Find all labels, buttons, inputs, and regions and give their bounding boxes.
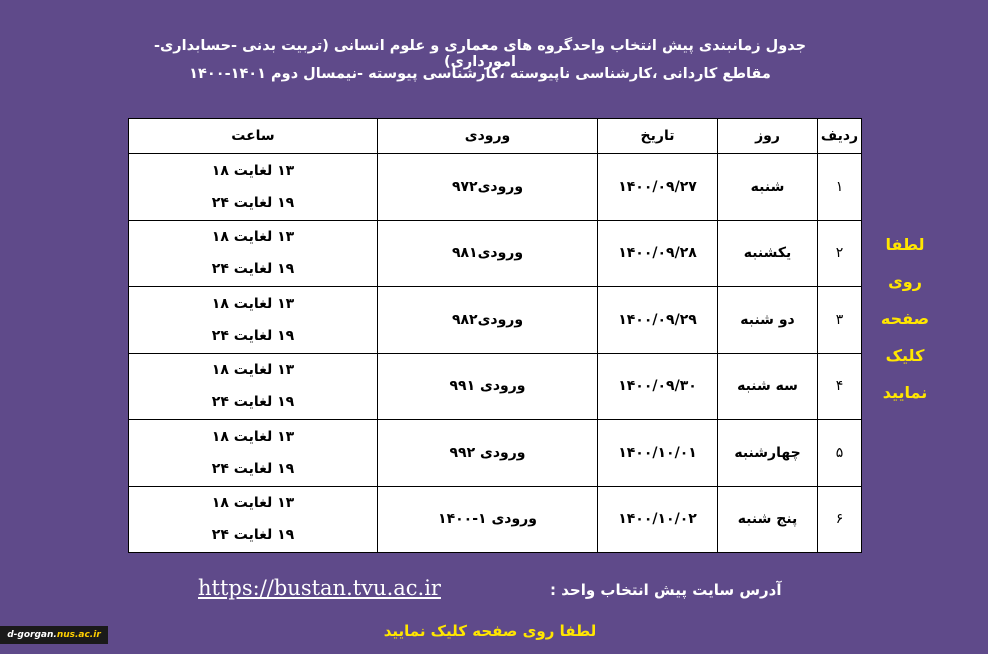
row-number: ۳ [818,287,862,354]
row-entry: ورودی ۹۹۱ [378,353,598,420]
row-date: ۱۴۰۰/۰۹/۲۸ [598,220,718,287]
address-label: آدرس سایت پیش انتخاب واحد : [550,581,782,599]
header-row-number: ردیف [818,119,862,154]
hour-range: ۱۹ لغایت ۲۴ [211,261,295,278]
header-date: تاریخ [598,119,718,154]
logo-text: d-gorgan. [7,630,57,640]
logo-accent: nus.ac.ir [56,630,101,640]
click-note[interactable]: لطفا روی صفحه کلیک نمایید [383,622,597,640]
row-date: ۱۴۰۰/۰۹/۳۰ [598,353,718,420]
header-entry: ورودی [378,119,598,154]
hour-range: ۱۹ لغایت ۲۴ [211,527,295,544]
hour-range: ۱۹ لغایت ۲۴ [211,394,295,411]
row-entry: ورودی ۹۹۲ [378,420,598,487]
side-note-word[interactable]: لطفا [885,235,925,254]
row-day: دو شنبه [718,287,818,354]
row-day: چهارشنبه [718,420,818,487]
row-day: یکشنبه [718,220,818,287]
page-title: جدول زمانبندی پیش انتخاب واحدگروه های معماری و علوم انسانی (تربیت بدنی -حسابداری-امورداری) [153,38,807,70]
side-note-word[interactable]: روی [888,272,922,291]
hour-range: ۱۹ لغایت ۲۴ [211,327,295,344]
row-date: ۱۴۰۰/۱۰/۰۱ [598,420,718,487]
table-row [129,220,862,287]
row-number: ۵ [818,420,862,487]
hour-range: ۱۳ لغایت ۱۸ [211,362,295,379]
row-entry: ورودی۹۸۱ [378,220,598,287]
hour-range: ۱۳ لغایت ۱۸ [211,162,295,179]
row-entry: ورودی۹۸۲ [378,287,598,354]
page-subtitle: مقاطع کاردانی ،کارشناسی ناپیوسته ،کارشناسی پیوسته -نیمسال دوم ۱۴۰۱-۱۴۰۰ [189,66,771,82]
row-hours [129,287,378,354]
table-row [129,287,862,354]
side-note-word[interactable]: صفحه [880,309,930,328]
row-number: ۴ [818,353,862,420]
site-link[interactable]: https://bustan.tvu.ac.ir [198,576,441,600]
side-note-word[interactable]: نمایید [882,383,928,402]
row-date: ۱۴۰۰/۰۹/۲۷ [598,154,718,221]
table-row [129,486,862,553]
row-day: سه شنبه [718,353,818,420]
row-day: پنج شنبه [718,486,818,553]
row-hours [129,154,378,221]
row-number: ۶ [818,486,862,553]
row-number: ۲ [818,220,862,287]
header-hour: ساعت [129,119,378,154]
row-hours [129,486,378,553]
header-day: روز [718,119,818,154]
hour-range: ۱۳ لغایت ۱۸ [211,295,295,312]
row-entry: ورودی۹۷۲ [378,154,598,221]
schedule-table [128,118,862,553]
row-hours [129,420,378,487]
hour-range: ۱۳ لغایت ۱۸ [211,428,295,445]
table-row [129,154,862,221]
row-entry: ورودی ۱-۱۴۰۰ [378,486,598,553]
row-date: ۱۴۰۰/۰۹/۲۹ [598,287,718,354]
row-day: شنبه [718,154,818,221]
table-header-row [129,119,862,154]
hour-range: ۱۹ لغایت ۲۴ [211,460,295,477]
row-hours [129,220,378,287]
hour-range: ۱۳ لغایت ۱۸ [211,229,295,246]
row-date: ۱۴۰۰/۱۰/۰۲ [598,486,718,553]
row-hours [129,353,378,420]
site-logo [0,626,108,644]
row-number: ۱ [818,154,862,221]
hour-range: ۱۹ لغایت ۲۴ [211,194,295,211]
side-note-word[interactable]: کلیک [885,346,925,365]
table-row [129,420,862,487]
hour-range: ۱۳ لغایت ۱۸ [211,495,295,512]
table-row [129,353,862,420]
